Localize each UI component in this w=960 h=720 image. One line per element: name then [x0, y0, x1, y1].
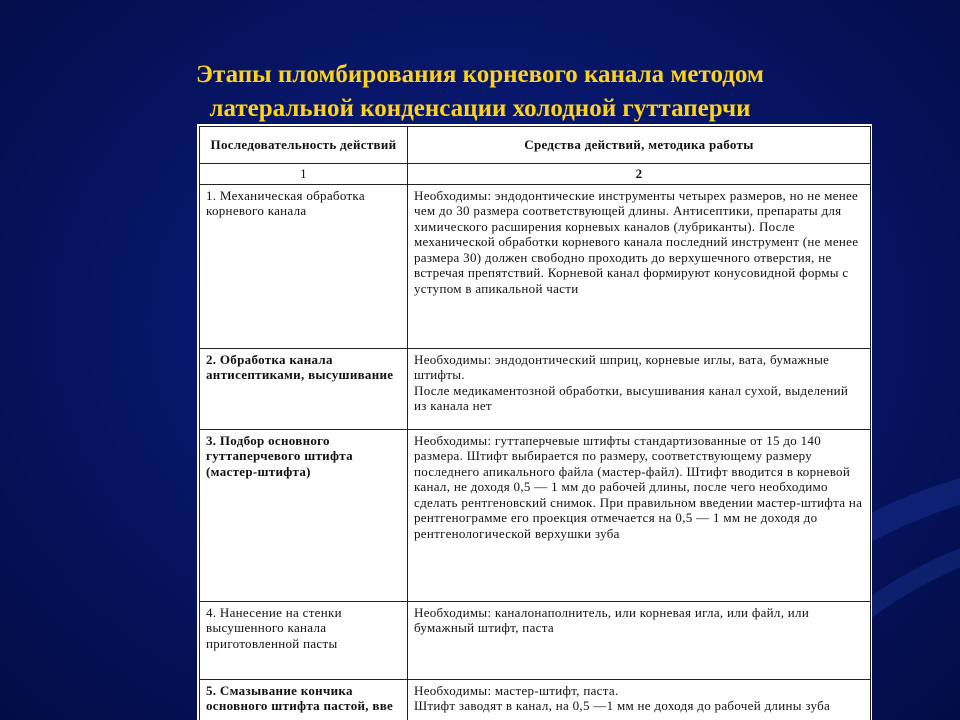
table-row: [200, 679, 871, 720]
column-number-row: [200, 164, 871, 185]
step-cell: 5. Смазывание кончика основного штифта пастой, вве: [200, 679, 408, 720]
step-cell: 1. Механическая обработка корневого канала: [200, 184, 408, 348]
header-method: Средства действий, методика работы: [408, 127, 871, 164]
description-cell: [408, 679, 871, 720]
description-paragraph: Штифт заводят в канал, на 0,5 —1 мм не доходя до рабочей длины зуба: [414, 698, 831, 713]
header-sequence: Последовательность действий: [200, 127, 408, 164]
description-paragraph: Необходимы: гуттаперчевые штифты стандартизованные от 15 до 140 размера. Штифт выбирается по размеру, соответствующему размеру последнего апикального файла (мастер-файл). Штифт вводится в корневой канал, не доходя 0,5 — 1 мм до рабочей длины, после чего необходимо сделать рентгеновский снимок. При правильном введении мастер-штифта на рентгенограмме его проекция отмечается на 0,5 — 1 мм не доходя до рентгенологической верхушки зуба: [414, 432, 863, 541]
slide-title-line-1: Этапы пломбирования корневого канала методом: [196, 61, 764, 88]
description-cell: [408, 429, 871, 601]
step-cell: 4. Нанесение на стенки высушенного канала приготовленной пасты: [200, 601, 408, 679]
description-cell: [408, 348, 871, 429]
step-cell: 2. Обработка канала антисептиками, высушивание: [200, 348, 408, 429]
table-row: [200, 601, 871, 679]
description-paragraph: После медикаментозной обработки, высушивания канал сухой, выделений из канала нет: [414, 382, 849, 413]
description-paragraph: Необходимы: эндодонтический шприц, корневые иглы, вата, бумажные штифты.: [414, 351, 830, 382]
description-paragraph: Необходимы: эндодонтические инструменты четырех размеров, но не менее чем до 30 размера соответствующей длины. Антисептики, препараты для химического расширения корневых каналов (лубриканты). После механической обработки корневого канала последний инструмент (не менее размера 30) должен свободно проходить до верхушечного отверстия, не встречая препятствий. Корневой канал формируют конусовидной формы с уступом в апикальной части: [414, 187, 859, 296]
description-cell: [408, 184, 871, 348]
table-row: [200, 184, 871, 348]
column-number-2: 2: [408, 164, 871, 185]
table-header-row: [200, 127, 871, 164]
table-row: [200, 348, 871, 429]
description-cell: [408, 601, 871, 679]
procedure-table-container: [197, 124, 872, 720]
step-cell: 3. Подбор основного гуттаперчевого штифта (мастер-штифта): [200, 429, 408, 601]
description-paragraph: Необходимы: мастер-штифт, паста.: [414, 682, 619, 698]
description-paragraph: Необходимы: каналонаполнитель, или корневая игла, или файл, или бумажный штифт, паста: [414, 604, 810, 635]
slide-title: [60, 58, 900, 126]
procedure-table: [199, 126, 871, 720]
column-number-1: 1: [200, 164, 408, 185]
slide-title-line-2: латеральной конденсации холодной гуттаперчи: [209, 95, 751, 122]
table-row: [200, 429, 871, 601]
